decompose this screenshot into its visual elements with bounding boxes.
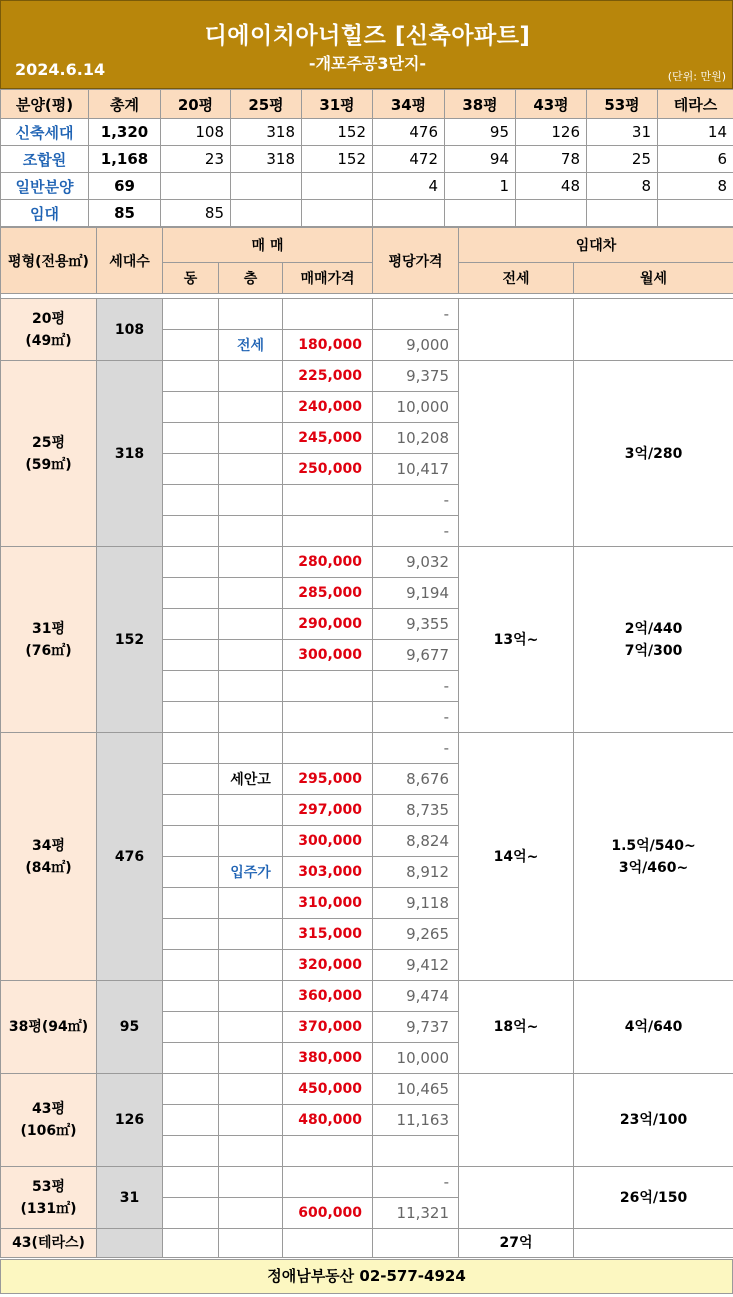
dong-cell	[163, 671, 219, 702]
summary-table	[0, 89, 733, 227]
sale-price-cell: 297,000	[283, 795, 373, 826]
floor-cell	[219, 1167, 283, 1198]
units-cell: 126	[97, 1074, 163, 1167]
units-cell: 31	[97, 1167, 163, 1229]
summary-cell: 25	[587, 146, 658, 173]
sale-price-cell: 300,000	[283, 826, 373, 857]
type-label: 38평(94㎡)	[8, 1019, 89, 1035]
terrace-blank-cell	[283, 1229, 373, 1258]
per-pyeong-cell: 9,355	[373, 609, 459, 640]
floor-cell	[219, 609, 283, 640]
table-row	[1, 299, 733, 330]
type-cell	[1, 733, 97, 981]
table-row	[1, 1167, 733, 1198]
sale-price-cell	[283, 516, 373, 547]
type-area: (84㎡)	[25, 859, 72, 876]
summary-cell: 95	[445, 119, 516, 146]
sale-price-cell: 290,000	[283, 609, 373, 640]
summary-row	[1, 200, 733, 227]
dong-cell	[163, 919, 219, 950]
dong-cell	[163, 795, 219, 826]
per-pyeong-cell: -	[373, 702, 459, 733]
summary-cell	[231, 173, 302, 200]
floor-cell	[219, 547, 283, 578]
summary-cell: 85	[161, 200, 231, 227]
monthly-cell	[574, 981, 733, 1074]
per-pyeong-cell	[373, 1136, 459, 1167]
floor-cell: 입주가	[219, 857, 283, 888]
type-label: 31평	[31, 620, 65, 637]
per-pyeong-cell: 10,000	[373, 1043, 459, 1074]
sale-price-cell	[283, 1167, 373, 1198]
floor-cell	[219, 919, 283, 950]
summary-row-label: 일반분양	[1, 173, 89, 200]
footer-contact: 정애남부동산 02-577-4924	[0, 1259, 733, 1294]
type-cell	[1, 1167, 97, 1229]
terrace-jeonse-cell: 27억	[459, 1229, 574, 1258]
per-pyeong-cell: 8,824	[373, 826, 459, 857]
jeonse-cell	[459, 1074, 574, 1167]
sale-price-cell: 380,000	[283, 1043, 373, 1074]
per-pyeong-cell: 11,321	[373, 1198, 459, 1229]
summary-cell: 152	[302, 119, 373, 146]
type-area: (131㎡)	[20, 1200, 77, 1217]
per-pyeong-cell: -	[373, 299, 459, 330]
type-cell	[1, 1074, 97, 1167]
jeonse-cell	[459, 1167, 574, 1229]
per-pyeong-cell: 8,676	[373, 764, 459, 795]
dong-cell	[163, 1105, 219, 1136]
summary-cell: 152	[302, 146, 373, 173]
dong-cell	[163, 733, 219, 764]
type-label: 25평	[31, 434, 65, 451]
summary-cell: 8	[587, 173, 658, 200]
summary-cell: 318	[231, 146, 302, 173]
sale-price-cell: 280,000	[283, 547, 373, 578]
sale-price-cell: 300,000	[283, 640, 373, 671]
dong-cell	[163, 330, 219, 361]
summary-cell: 8	[658, 173, 733, 200]
floor-cell	[219, 981, 283, 1012]
sale-price-cell: 250,000	[283, 454, 373, 485]
summary-cell	[445, 200, 516, 227]
type-cell	[1, 981, 97, 1074]
monthly-line-1: 2억/440	[624, 620, 683, 637]
floor-cell: 전세	[219, 330, 283, 361]
jeonse-cell	[459, 361, 574, 547]
type-area: (49㎡)	[25, 332, 72, 349]
monthly-cell	[574, 733, 733, 981]
type-cell	[1, 547, 97, 733]
summary-row-label: 임대	[1, 200, 89, 227]
floor-cell	[219, 888, 283, 919]
summary-cell: 94	[445, 146, 516, 173]
units-cell: 108	[97, 299, 163, 361]
page-subtitle: -개포주공3단지-	[308, 54, 427, 73]
summary-cell: 126	[516, 119, 587, 146]
per-pyeong-cell: -	[373, 671, 459, 702]
per-pyeong-cell: 9,677	[373, 640, 459, 671]
price-table	[0, 227, 733, 1258]
floor-cell	[219, 795, 283, 826]
floor-cell	[219, 1136, 283, 1167]
summary-header-row	[1, 90, 733, 119]
floor-cell	[219, 950, 283, 981]
header-sale: 매 매	[163, 228, 373, 263]
monthly-line-1: 1.5억/540~	[611, 837, 696, 854]
sale-price-cell: 180,000	[283, 330, 373, 361]
summary-cell	[302, 200, 373, 227]
floor-cell	[219, 361, 283, 392]
sale-price-cell	[283, 702, 373, 733]
summary-row-total: 1,168	[89, 146, 161, 173]
sale-price-cell: 480,000	[283, 1105, 373, 1136]
units-cell: 318	[97, 361, 163, 547]
dong-cell	[163, 1074, 219, 1105]
sale-price-cell: 320,000	[283, 950, 373, 981]
summary-cell: 23	[161, 146, 231, 173]
summary-cell: 472	[373, 146, 445, 173]
floor-cell	[219, 392, 283, 423]
dong-cell	[163, 299, 219, 330]
dong-cell	[163, 1012, 219, 1043]
per-pyeong-cell: -	[373, 516, 459, 547]
per-pyeong-cell: 9,737	[373, 1012, 459, 1043]
dong-cell	[163, 547, 219, 578]
dong-cell	[163, 1136, 219, 1167]
page-header	[0, 0, 733, 89]
summary-cell: 48	[516, 173, 587, 200]
summary-cell: 31	[587, 119, 658, 146]
dong-cell	[163, 1198, 219, 1229]
monthly-cell	[574, 361, 733, 547]
dong-cell	[163, 1167, 219, 1198]
sale-price-cell: 225,000	[283, 361, 373, 392]
dong-cell	[163, 764, 219, 795]
sale-price-cell: 450,000	[283, 1074, 373, 1105]
floor-cell	[219, 671, 283, 702]
summary-row-label: 조합원	[1, 146, 89, 173]
per-pyeong-cell: 9,375	[373, 361, 459, 392]
summary-header-cell: 38평	[445, 90, 516, 119]
summary-row	[1, 173, 733, 200]
type-cell	[1, 299, 97, 361]
dong-cell	[163, 702, 219, 733]
per-pyeong-cell: 10,417	[373, 454, 459, 485]
per-pyeong-cell: 8,912	[373, 857, 459, 888]
per-pyeong-cell: -	[373, 1167, 459, 1198]
header-sale-price: 매매가격	[283, 263, 373, 294]
dong-cell	[163, 640, 219, 671]
table-row	[1, 981, 733, 1012]
monthly-cell	[574, 547, 733, 733]
per-pyeong-cell: 9,000	[373, 330, 459, 361]
table-row	[1, 361, 733, 392]
report-date: 2024.6.14	[15, 60, 106, 79]
units-cell: 95	[97, 981, 163, 1074]
floor-cell	[219, 299, 283, 330]
floor-cell	[219, 826, 283, 857]
summary-header-cell: 34평	[373, 90, 445, 119]
floor-cell	[219, 423, 283, 454]
per-pyeong-cell: 9,265	[373, 919, 459, 950]
floor-cell: 세안고	[219, 764, 283, 795]
jeonse-cell: 18억~	[459, 981, 574, 1074]
summary-row-total: 85	[89, 200, 161, 227]
summary-header-cell: 31평	[302, 90, 373, 119]
floor-cell	[219, 485, 283, 516]
header-type: 평형(전용㎡)	[1, 228, 97, 294]
terrace-units-cell	[97, 1229, 163, 1258]
monthly-line-2: 7억/300	[624, 642, 683, 659]
per-pyeong-cell: 9,412	[373, 950, 459, 981]
terrace-row	[1, 1229, 733, 1258]
per-pyeong-cell: 10,000	[373, 392, 459, 423]
type-label: 43평	[31, 1101, 65, 1117]
summary-cell: 1	[445, 173, 516, 200]
terrace-blank-cell	[373, 1229, 459, 1258]
sale-price-cell	[283, 671, 373, 702]
header-per-pyeong: 평당가격	[373, 228, 459, 294]
per-pyeong-cell: -	[373, 485, 459, 516]
dong-cell	[163, 826, 219, 857]
per-pyeong-cell: 11,163	[373, 1105, 459, 1136]
summary-cell: 6	[658, 146, 733, 173]
terrace-blank-cell	[219, 1229, 283, 1258]
dong-cell	[163, 392, 219, 423]
floor-cell	[219, 454, 283, 485]
terrace-type-cell: 43(테라스)	[1, 1229, 97, 1258]
jeonse-cell: 13억~	[459, 547, 574, 733]
summary-cell	[658, 200, 733, 227]
monthly-line-2: 3억/460~	[618, 859, 689, 876]
per-pyeong-cell: 10,465	[373, 1074, 459, 1105]
sale-price-cell: 240,000	[283, 392, 373, 423]
table-row	[1, 547, 733, 578]
summary-header-cell: 분양(평)	[1, 90, 89, 119]
summary-cell: 4	[373, 173, 445, 200]
floor-cell	[219, 702, 283, 733]
floor-cell	[219, 1105, 283, 1136]
summary-cell	[302, 173, 373, 200]
terrace-blank-cell	[163, 1229, 219, 1258]
sale-price-cell: 245,000	[283, 423, 373, 454]
summary-cell	[161, 173, 231, 200]
dong-cell	[163, 516, 219, 547]
type-area: (76㎡)	[25, 642, 72, 659]
type-cell	[1, 361, 97, 547]
summary-row-total: 1,320	[89, 119, 161, 146]
dong-cell	[163, 578, 219, 609]
dong-cell	[163, 485, 219, 516]
table-row	[1, 1074, 733, 1105]
header-dong: 동	[163, 263, 219, 294]
summary-row	[1, 119, 733, 146]
type-label: 34평	[31, 837, 65, 854]
sale-price-cell: 303,000	[283, 857, 373, 888]
floor-cell	[219, 1012, 283, 1043]
dong-cell	[163, 609, 219, 640]
header-floor: 층	[219, 263, 283, 294]
sale-price-cell	[283, 485, 373, 516]
per-pyeong-cell: 8,735	[373, 795, 459, 826]
dong-cell	[163, 454, 219, 485]
floor-cell	[219, 1043, 283, 1074]
summary-cell	[516, 200, 587, 227]
summary-row-label: 신축세대	[1, 119, 89, 146]
type-label: 53평	[31, 1178, 65, 1195]
sale-price-cell: 600,000	[283, 1198, 373, 1229]
sale-price-cell	[283, 299, 373, 330]
monthly-cell	[574, 1074, 733, 1167]
sale-price-cell: 315,000	[283, 919, 373, 950]
summary-cell	[231, 200, 302, 227]
header-monthly: 월세	[574, 263, 733, 294]
dong-cell	[163, 423, 219, 454]
per-pyeong-cell: 9,118	[373, 888, 459, 919]
summary-cell: 476	[373, 119, 445, 146]
floor-cell	[219, 1198, 283, 1229]
jeonse-cell	[459, 299, 574, 361]
dong-cell	[163, 888, 219, 919]
jeonse-cell: 14억~	[459, 733, 574, 981]
sale-price-cell: 310,000	[283, 888, 373, 919]
sale-price-cell: 370,000	[283, 1012, 373, 1043]
per-pyeong-cell: -	[373, 733, 459, 764]
dong-cell	[163, 857, 219, 888]
header-lease: 임대차	[459, 228, 733, 263]
summary-cell: 318	[231, 119, 302, 146]
summary-cell: 108	[161, 119, 231, 146]
header-jeonse: 전세	[459, 263, 574, 294]
monthly-line-1: 26억/150	[619, 1189, 688, 1206]
table-row	[1, 733, 733, 764]
monthly-line-1: 23억/100	[619, 1112, 688, 1128]
per-pyeong-cell: 9,032	[373, 547, 459, 578]
floor-cell	[219, 516, 283, 547]
units-cell: 476	[97, 733, 163, 981]
type-area: (106㎡)	[20, 1123, 77, 1139]
sale-price-cell: 285,000	[283, 578, 373, 609]
monthly-line-1: 4억/640	[624, 1019, 683, 1035]
terrace-monthly-cell	[574, 1229, 733, 1258]
summary-cell: 14	[658, 119, 733, 146]
sale-price-cell: 295,000	[283, 764, 373, 795]
header-row-1	[1, 228, 733, 263]
per-pyeong-cell: 9,194	[373, 578, 459, 609]
summary-cell	[587, 200, 658, 227]
floor-cell	[219, 1074, 283, 1105]
monthly-cell	[574, 1167, 733, 1229]
floor-cell	[219, 578, 283, 609]
unit-note: (단위: 만원)	[667, 70, 726, 83]
dong-cell	[163, 981, 219, 1012]
summary-header-cell: 43평	[516, 90, 587, 119]
floor-cell	[219, 640, 283, 671]
summary-header-cell: 25평	[231, 90, 302, 119]
type-label: 20평	[31, 310, 65, 327]
summary-row-total: 69	[89, 173, 161, 200]
sale-price-cell	[283, 733, 373, 764]
dong-cell	[163, 1043, 219, 1074]
sale-price-cell	[283, 1136, 373, 1167]
dong-cell	[163, 950, 219, 981]
summary-cell: 78	[516, 146, 587, 173]
summary-header-cell: 총계	[89, 90, 161, 119]
per-pyeong-cell: 10,208	[373, 423, 459, 454]
monthly-line-1: 3억/280	[624, 445, 683, 462]
monthly-cell	[574, 299, 733, 361]
summary-row	[1, 146, 733, 173]
summary-header-cell: 53평	[587, 90, 658, 119]
sale-price-cell: 360,000	[283, 981, 373, 1012]
summary-cell	[373, 200, 445, 227]
units-cell: 152	[97, 547, 163, 733]
page-title: 디에이치아너힐즈 [신축아파트]	[204, 23, 531, 49]
summary-header-cell: 20평	[161, 90, 231, 119]
summary-header-cell: 테라스	[658, 90, 733, 119]
dong-cell	[163, 361, 219, 392]
floor-cell	[219, 733, 283, 764]
per-pyeong-cell: 9,474	[373, 981, 459, 1012]
type-area: (59㎡)	[25, 456, 72, 473]
header-units: 세대수	[97, 228, 163, 294]
